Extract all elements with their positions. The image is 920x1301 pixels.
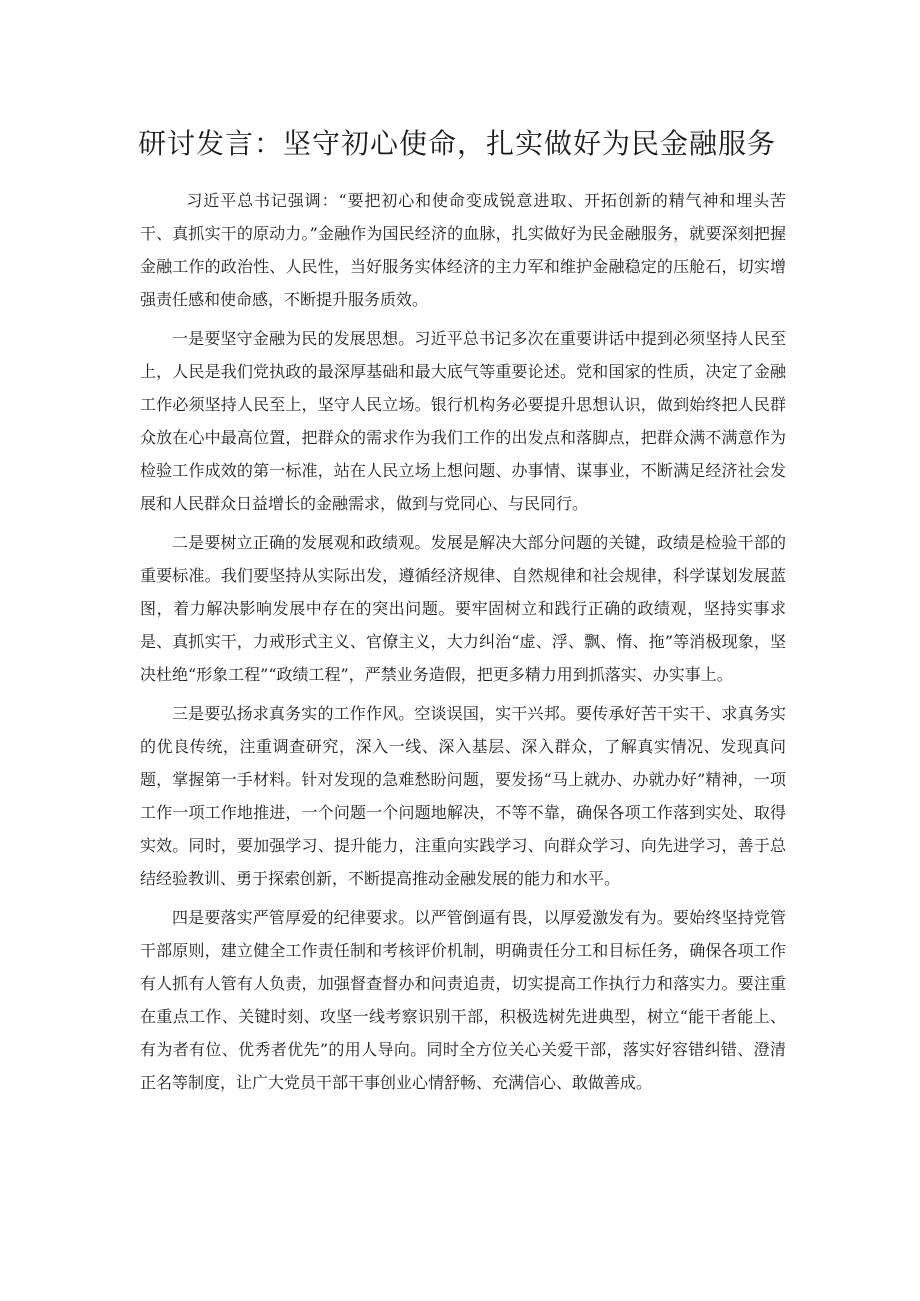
document-body (140, 184, 786, 1105)
paragraph-point-three: 三是要弘扬求真务实的工作作风。空谈误国，实干兴邦。要传承好苦干实干、求真务实的优良传统，注重调查研究，深入一线、深入基层、深入群众，了解真实情况、发现真问题，掌握第一手材料。针对发现的急难愁盼问题，要发扬“马上就办、办就办好”精神，一项工作一项工作地推进，一个问题一个问题地解决，不等不靠，确保各项工作落到实处、取得实效。同时，要加强学习、提升能力，注重向实践学习、向群众学习、向先进学习，善于总结经验教训、勇于探索创新，不断提高推动金融发展的能力和水平。 (140, 704, 786, 888)
paragraph-point-two: 二是要树立正确的发展观和政绩观。发展是解决大部分问题的关键，政绩是检验干部的重要标准。我们要坚持从实际出发，遵循经济规律、自然规律和社会规律，科学谋划发展蓝图，着力解决影响发展中存在的突出问题。要牢固树立和践行正确的政绩观，坚持实事求是、真抓实干，力戒形式主义、官僚主义，大力纠治“虚、浮、飘、惰、拖”等消极现象，坚决杜绝“形象工程”“政绩工程”，严禁业务造假，把更多精力用到抓落实、办实事上。 (140, 533, 786, 684)
document-title: 研讨发言：坚守初心使命，扎实做好为民金融服务 (138, 127, 777, 160)
paragraph-intro: 习近平总书记强调：“要把初心和使命变成锐意进取、开拓创新的精气神和埋头苦干、真抓实干的原动力。”金融作为国民经济的血脉，扎实做好为民金融服务，就要深刻把握金融工作的政治性、人民性，当好服务实体经济的主力军和维护金融稳定的压舱石，切实增强责任感和使命感，不断提升服务质效。 (140, 191, 786, 309)
paragraph-point-one: 一是要坚守金融为民的发展思想。习近平总书记多次在重要讲话中提到必须坚持人民至上，人民是我们党执政的最深厚基础和最大底气等重要论述。党和国家的性质，决定了金融工作必须坚持人民至上，坚守人民立场。银行机构务必要提升思想认识，做到始终把人民群众放在心中最高位置，把群众的需求作为我们工作的出发点和落脚点，把群众满不满意作为检验工作成效的第一标准，站在人民立场上想问题、办事情、谋事业，不断满足经济社会发展和人民群众日益增长的金融需求，做到与党同心、与民同行。 (140, 329, 786, 513)
paragraph-point-four: 四是要落实严管厚爱的纪律要求。以严管倒逼有畏，以厚爱激发有为。要始终坚持党管干部原则，建立健全工作责任制和考核评价机制，明确责任分工和目标任务，确保各项工作有人抓有人管有人负责，加强督查督办和问责追责，切实提高工作执行力和落实力。要注重在重点工作、关键时刻、攻坚一线考察识别干部，积极选树先进典型，树立“能干者能上、有为者有位、优秀者优先”的用人导向。同时全方位关心关爱干部，落实好容错纠错、澄清正名等制度，让广大党员干部干事创业心情舒畅、充满信心、敢做善成。 (140, 908, 786, 1092)
